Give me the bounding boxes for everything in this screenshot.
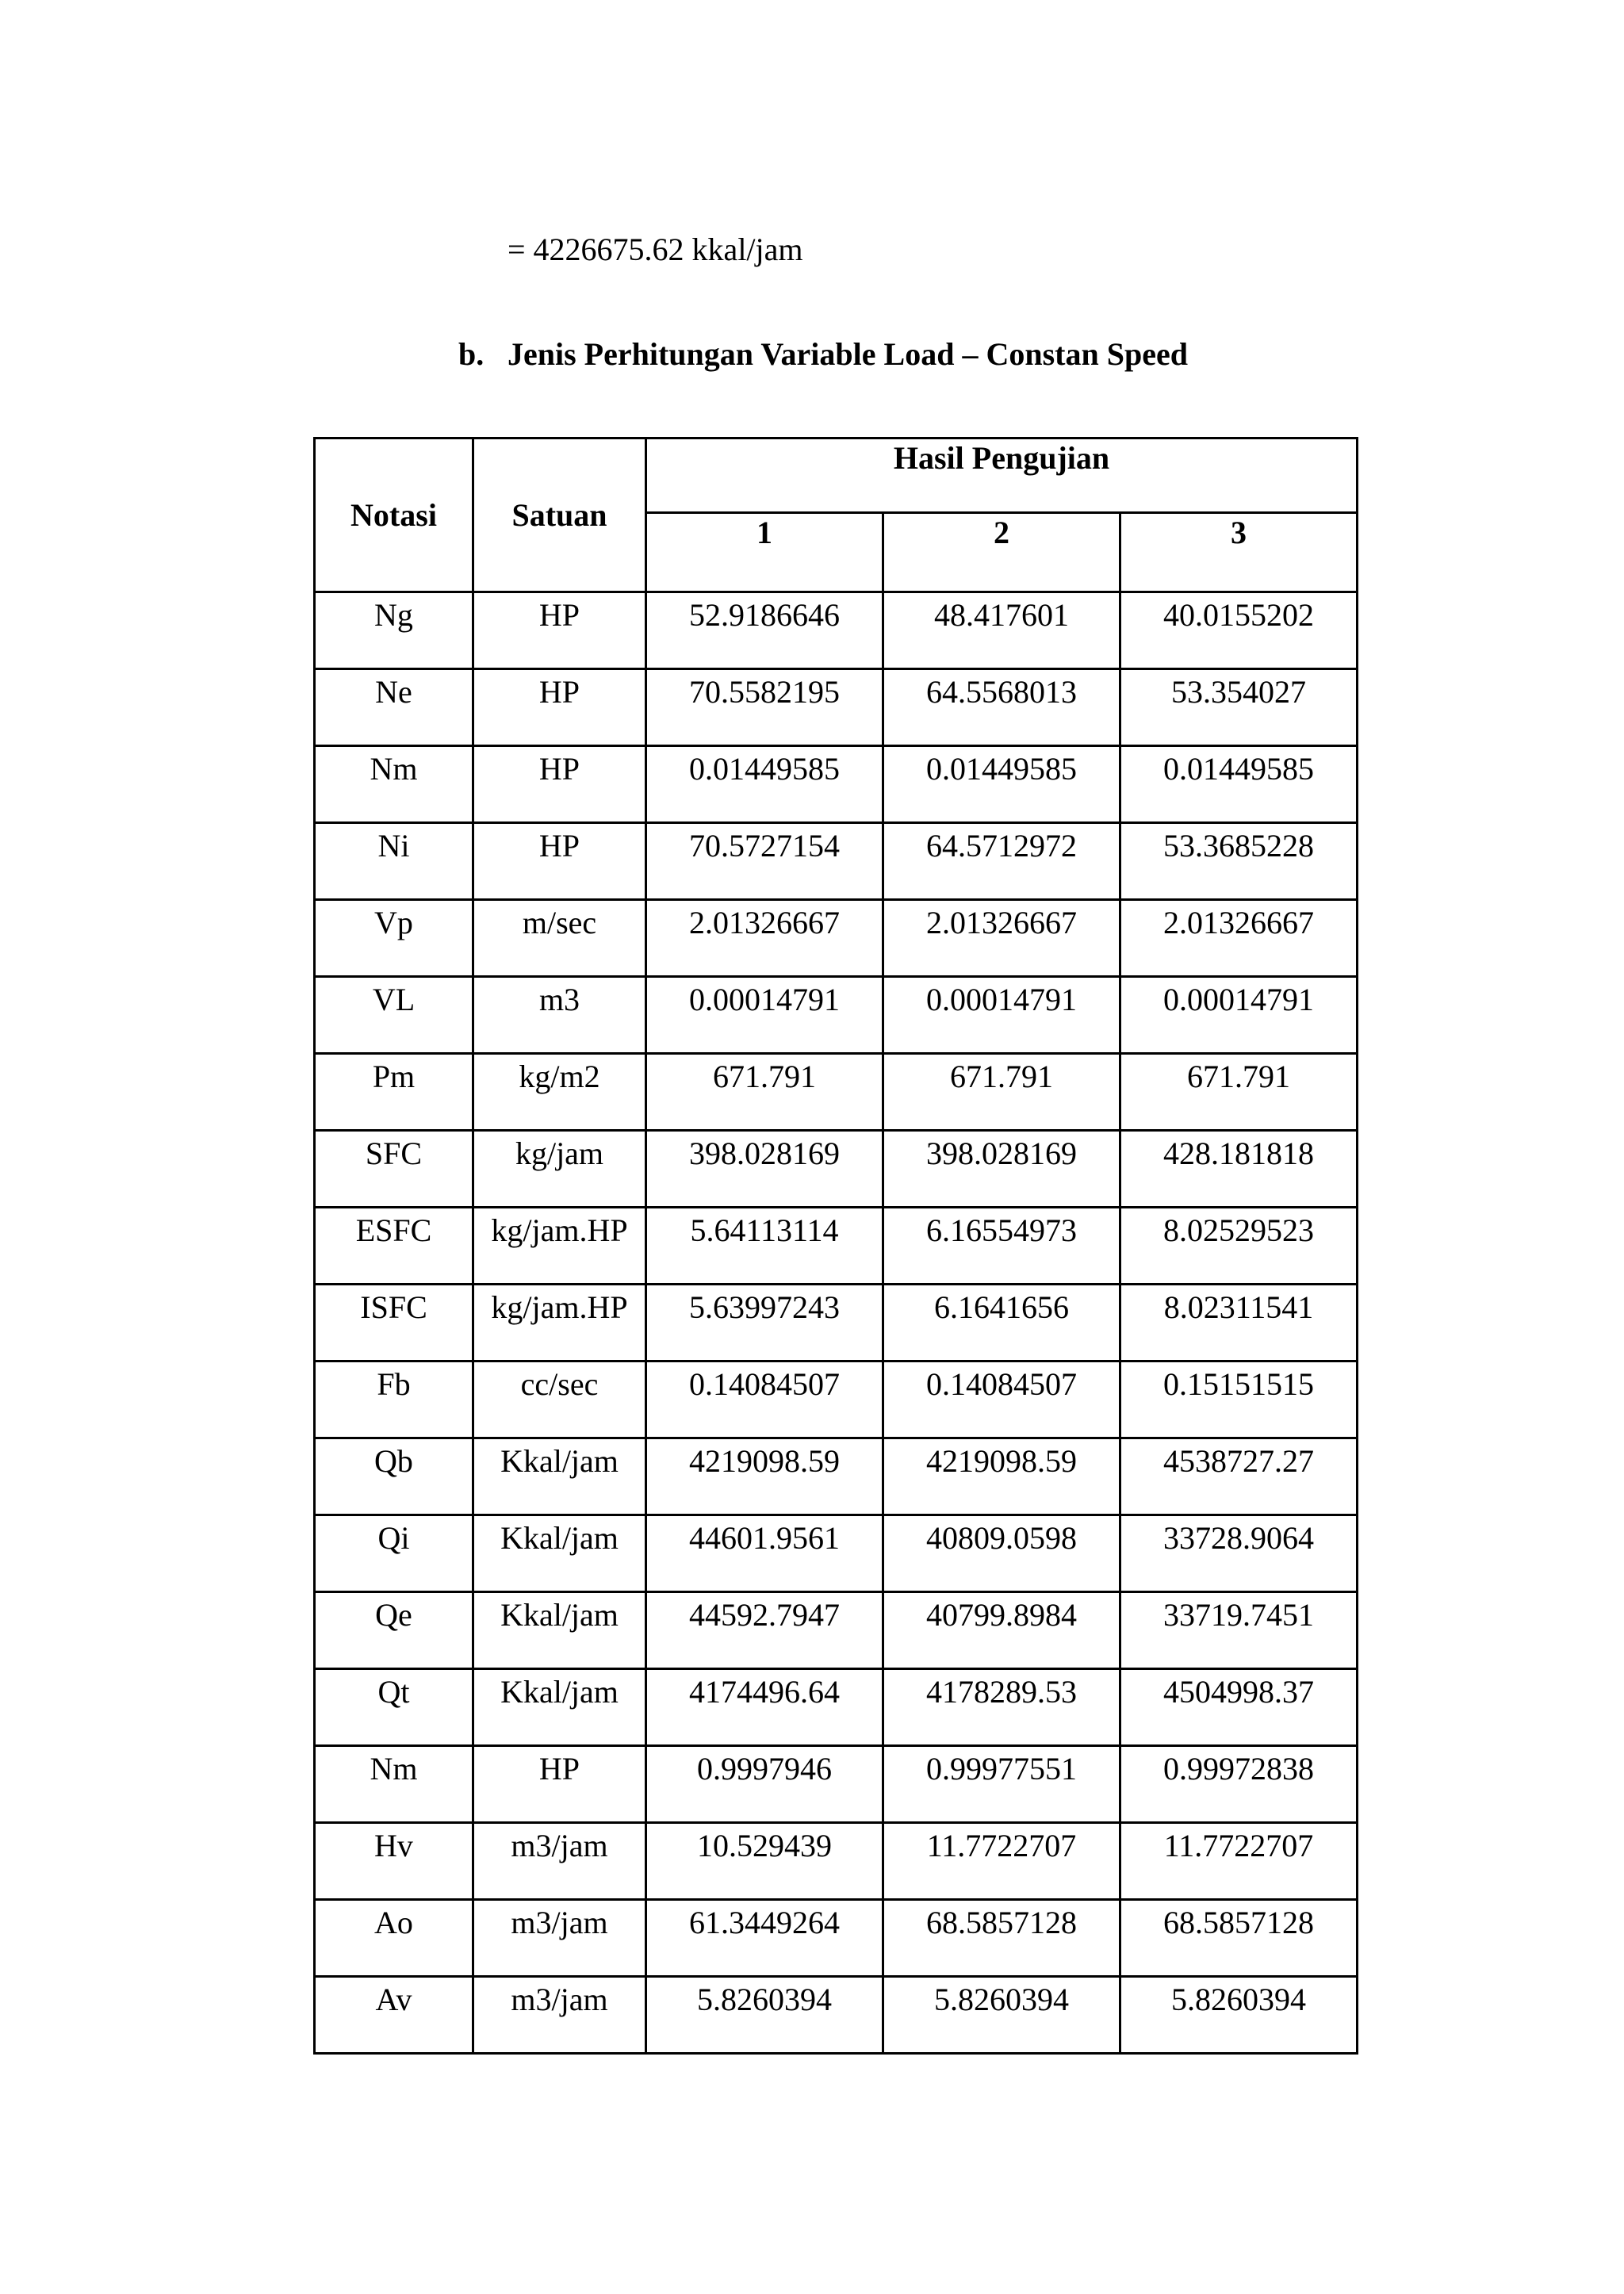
cell-satuan: kg/m2 — [473, 1054, 646, 1131]
cell-value-test-2: 6.1641656 — [883, 1285, 1120, 1361]
cell-notasi: Qb — [315, 1438, 473, 1515]
cell-value-test-1: 2.01326667 — [646, 900, 883, 977]
table-row — [315, 1515, 1358, 1592]
table-row — [315, 592, 1358, 669]
cell-notasi: ESFC — [315, 1208, 473, 1285]
cell-value-test-2: 64.5712972 — [883, 823, 1120, 900]
cell-satuan: m3 — [473, 977, 646, 1054]
cell-value-test-1: 5.63997243 — [646, 1285, 883, 1361]
cell-value-test-3: 33728.9064 — [1120, 1515, 1358, 1592]
cell-value-test-2: 6.16554973 — [883, 1208, 1120, 1285]
cell-value-test-3: 40.0155202 — [1120, 592, 1358, 669]
cell-value-test-3: 11.7722707 — [1120, 1823, 1358, 1900]
table-row — [315, 746, 1358, 823]
cell-value-test-2: 11.7722707 — [883, 1823, 1120, 1900]
cell-value-test-3: 0.99972838 — [1120, 1746, 1358, 1823]
table-row — [315, 1361, 1358, 1438]
cell-satuan: HP — [473, 592, 646, 669]
cell-notasi: Qi — [315, 1515, 473, 1592]
cell-satuan: HP — [473, 1746, 646, 1823]
cell-satuan: cc/sec — [473, 1361, 646, 1438]
cell-value-test-1: 10.529439 — [646, 1823, 883, 1900]
section-heading — [458, 335, 1188, 374]
cell-notasi: Fb — [315, 1361, 473, 1438]
cell-value-test-2: 48.417601 — [883, 592, 1120, 669]
cell-satuan: m/sec — [473, 900, 646, 977]
table-row — [315, 900, 1358, 977]
header-hasil-pengujian: Hasil Pengujian — [646, 439, 1358, 513]
cell-satuan: kg/jam.HP — [473, 1285, 646, 1361]
cell-satuan: kg/jam — [473, 1131, 646, 1208]
cell-value-test-3: 33719.7451 — [1120, 1592, 1358, 1669]
table-row — [315, 1977, 1358, 2054]
cell-notasi: Ne — [315, 669, 473, 746]
cell-value-test-1: 5.8260394 — [646, 1977, 883, 2054]
cell-value-test-2: 0.01449585 — [883, 746, 1120, 823]
table-row — [315, 1131, 1358, 1208]
cell-satuan: m3/jam — [473, 1900, 646, 1977]
cell-value-test-2: 64.5568013 — [883, 669, 1120, 746]
header-test-1: 1 — [646, 513, 883, 592]
cell-value-test-1: 398.028169 — [646, 1131, 883, 1208]
cell-value-test-3: 5.8260394 — [1120, 1977, 1358, 2054]
table-row — [315, 1592, 1358, 1669]
cell-satuan: Kkal/jam — [473, 1438, 646, 1515]
cell-value-test-2: 4219098.59 — [883, 1438, 1120, 1515]
table-row — [315, 823, 1358, 900]
cell-value-test-3: 0.15151515 — [1120, 1361, 1358, 1438]
section-title: Jenis Perhitungan Variable Load – Constan Speed — [508, 336, 1188, 372]
cell-notasi: ISFC — [315, 1285, 473, 1361]
table-row — [315, 1746, 1358, 1823]
table-row — [315, 1054, 1358, 1131]
table-row — [315, 1208, 1358, 1285]
cell-value-test-2: 671.791 — [883, 1054, 1120, 1131]
header-satuan: Satuan — [473, 439, 646, 592]
cell-value-test-3: 8.02311541 — [1120, 1285, 1358, 1361]
cell-value-test-3: 53.3685228 — [1120, 823, 1358, 900]
cell-value-test-1: 52.9186646 — [646, 592, 883, 669]
cell-value-test-1: 44592.7947 — [646, 1592, 883, 1669]
cell-notasi: Vp — [315, 900, 473, 977]
cell-value-test-2: 5.8260394 — [883, 1977, 1120, 2054]
cell-satuan: Kkal/jam — [473, 1515, 646, 1592]
cell-satuan: m3/jam — [473, 1823, 646, 1900]
cell-notasi: Qe — [315, 1592, 473, 1669]
cell-notasi: Nm — [315, 746, 473, 823]
cell-value-test-2: 68.5857128 — [883, 1900, 1120, 1977]
cell-satuan: HP — [473, 746, 646, 823]
cell-notasi: Nm — [315, 1746, 473, 1823]
table-row — [315, 1900, 1358, 1977]
cell-value-test-3: 4538727.27 — [1120, 1438, 1358, 1515]
cell-value-test-2: 40809.0598 — [883, 1515, 1120, 1592]
cell-value-test-1: 0.14084507 — [646, 1361, 883, 1438]
cell-satuan: m3/jam — [473, 1977, 646, 2054]
cell-value-test-2: 2.01326667 — [883, 900, 1120, 977]
header-test-3: 3 — [1120, 513, 1358, 592]
cell-value-test-1: 0.00014791 — [646, 977, 883, 1054]
cell-satuan: kg/jam.HP — [473, 1208, 646, 1285]
table-row — [315, 977, 1358, 1054]
cell-notasi: Hv — [315, 1823, 473, 1900]
cell-value-test-1: 4219098.59 — [646, 1438, 883, 1515]
table-row — [315, 1823, 1358, 1900]
cell-value-test-2: 0.00014791 — [883, 977, 1120, 1054]
cell-value-test-2: 4178289.53 — [883, 1669, 1120, 1746]
cell-value-test-2: 398.028169 — [883, 1131, 1120, 1208]
header-row-top — [315, 439, 1358, 513]
section-marker: b. — [458, 336, 485, 372]
results-table — [313, 437, 1358, 2055]
cell-value-test-1: 5.64113114 — [646, 1208, 883, 1285]
cell-satuan: Kkal/jam — [473, 1669, 646, 1746]
cell-value-test-3: 2.01326667 — [1120, 900, 1358, 977]
cell-notasi: Av — [315, 1977, 473, 2054]
cell-value-test-1: 0.01449585 — [646, 746, 883, 823]
table-body — [315, 592, 1358, 2054]
table-row — [315, 1438, 1358, 1515]
cell-value-test-2: 40799.8984 — [883, 1592, 1120, 1669]
cell-value-test-2: 0.14084507 — [883, 1361, 1120, 1438]
cell-notasi: SFC — [315, 1131, 473, 1208]
cell-value-test-3: 0.00014791 — [1120, 977, 1358, 1054]
cell-notasi: Qt — [315, 1669, 473, 1746]
table-row — [315, 669, 1358, 746]
cell-notasi: Pm — [315, 1054, 473, 1131]
cell-value-test-3: 53.354027 — [1120, 669, 1358, 746]
cell-satuan: HP — [473, 823, 646, 900]
cell-value-test-1: 0.9997946 — [646, 1746, 883, 1823]
cell-satuan: HP — [473, 669, 646, 746]
cell-value-test-1: 70.5582195 — [646, 669, 883, 746]
cell-value-test-1: 4174496.64 — [646, 1669, 883, 1746]
cell-value-test-3: 4504998.37 — [1120, 1669, 1358, 1746]
cell-value-test-2: 0.99977551 — [883, 1746, 1120, 1823]
cell-notasi: Ng — [315, 592, 473, 669]
table-row — [315, 1669, 1358, 1746]
cell-value-test-3: 0.01449585 — [1120, 746, 1358, 823]
cell-notasi: Ni — [315, 823, 473, 900]
cell-value-test-3: 428.181818 — [1120, 1131, 1358, 1208]
header-notasi: Notasi — [315, 439, 473, 592]
cell-value-test-1: 44601.9561 — [646, 1515, 883, 1592]
cell-value-test-1: 70.5727154 — [646, 823, 883, 900]
header-test-2: 2 — [883, 513, 1120, 592]
cell-notasi: Ao — [315, 1900, 473, 1977]
equation-result: = 4226675.62 kkal/jam — [508, 232, 803, 267]
cell-value-test-3: 671.791 — [1120, 1054, 1358, 1131]
cell-value-test-1: 671.791 — [646, 1054, 883, 1131]
table-row — [315, 1285, 1358, 1361]
cell-value-test-3: 8.02529523 — [1120, 1208, 1358, 1285]
cell-value-test-1: 61.3449264 — [646, 1900, 883, 1977]
cell-notasi: VL — [315, 977, 473, 1054]
cell-value-test-3: 68.5857128 — [1120, 1900, 1358, 1977]
cell-satuan: Kkal/jam — [473, 1592, 646, 1669]
